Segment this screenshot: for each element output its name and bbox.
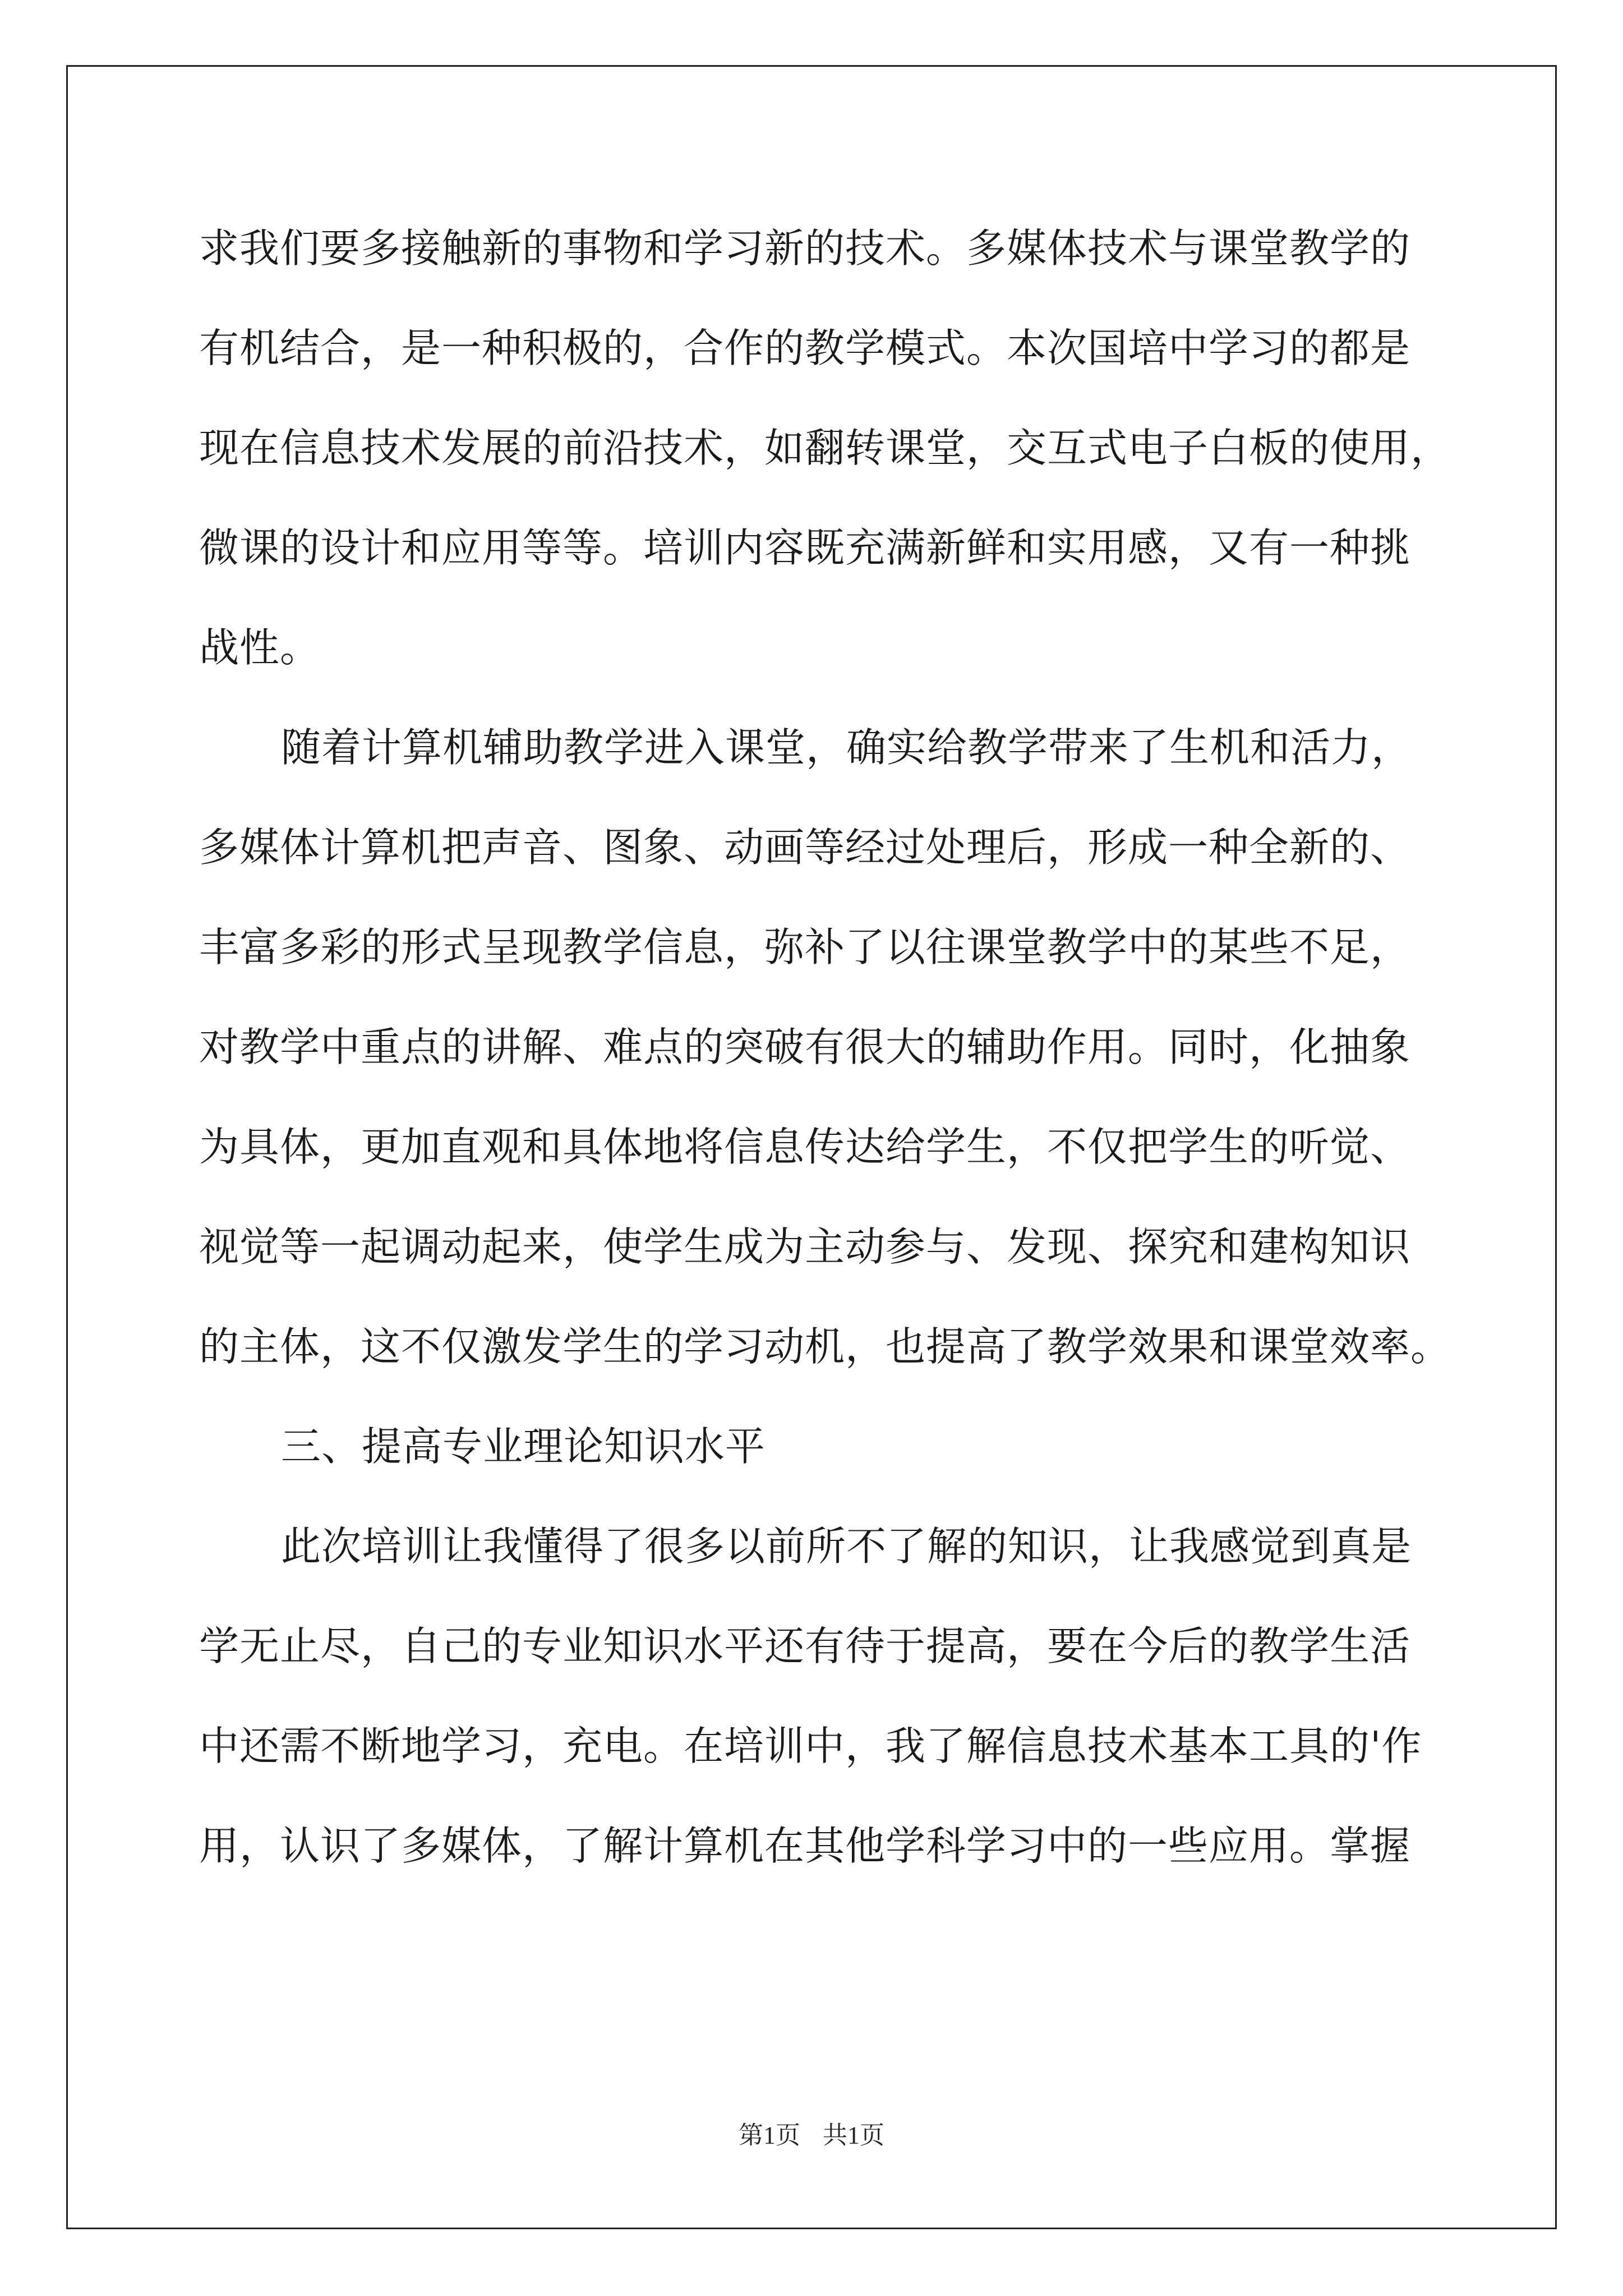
page-footer (0, 2115, 1623, 2151)
document-body (199, 222, 1451, 1919)
paragraph-start-line: 此次培训让我懂得了很多以前所不了解的知识，让我感觉到真是 (281, 1523, 1412, 1570)
page-number: 第1页 (739, 2122, 800, 2149)
text-line: 多媒体计算机把声音、图象、动画等经过处理后，形成一种全新的、 (199, 824, 1411, 871)
text-line: 对教学中重点的讲解、难点的突破有很大的辅助作用。同时，化抽象 (199, 1024, 1411, 1070)
text-line: 丰富多彩的形式呈现教学信息，弥补了以往课堂教学中的某些不足， (199, 924, 1411, 970)
section-heading: 三、提高专业理论知识水平 (281, 1423, 766, 1470)
text-line: 学无止尽，自己的专业知识水平还有待于提高，要在今后的教学生活 (199, 1623, 1411, 1669)
text-line: 战性。 (199, 624, 321, 671)
text-line: 求我们要多接触新的事物和学习新的技术。多媒体技术与课堂教学的 (199, 225, 1411, 272)
text-line: 现在信息技术发展的前沿技术，如翻转课堂，交互式电子白板的使用， (199, 425, 1451, 471)
page-total: 共1页 (823, 2122, 884, 2149)
paragraph-start-line: 随着计算机辅助教学进入课堂，确实给教学带来了生机和活力， (281, 724, 1412, 771)
text-line: 微课的设计和应用等等。培训内容既充满新鲜和实用感，又有一种挑 (199, 524, 1411, 571)
text-line: 有机结合，是一种积极的，合作的教学模式。本次国培中学习的都是 (199, 325, 1411, 371)
text-line: 为具体，更加直观和具体地将信息传达给学生，不仅把学生的听觉、 (199, 1124, 1411, 1170)
text-line: 视觉等一起调动起来，使学生成为主动参与、发现、探究和建构知识 (199, 1223, 1411, 1270)
text-line: 用，认识了多媒体，了解计算机在其他学科学习中的一些应用。掌握 (199, 1823, 1411, 1869)
text-line: 的主体，这不仅激发学生的学习动机，也提高了教学效果和课堂效率。 (199, 1323, 1451, 1370)
text-line: 中还需不断地学习，充电。在培训中，我了解信息技术基本工具的'作 (199, 1723, 1422, 1769)
